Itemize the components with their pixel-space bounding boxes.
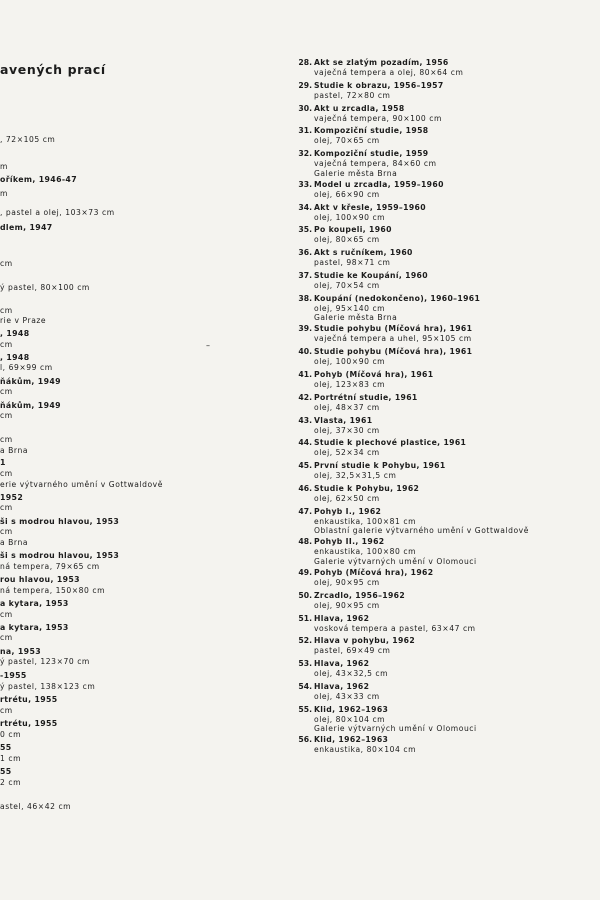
left-fragment: m xyxy=(0,162,8,171)
left-fragment: cm xyxy=(0,610,13,619)
left-fragment: a kytara, 1953 xyxy=(0,623,69,632)
entry-medium-size: olej, 123×83 cm xyxy=(314,379,386,389)
entry-title: Koupání (nedokončeno), 1960–1961 xyxy=(314,293,481,303)
left-fragment: cm xyxy=(0,706,13,715)
entry-medium-size: olej, 100×90 cm xyxy=(314,212,386,222)
entry-number: 41. xyxy=(298,369,312,379)
left-fragment: ná tempera, 79×65 cm xyxy=(0,562,100,571)
entry-number: 36. xyxy=(298,248,312,258)
catalog-entry xyxy=(288,438,600,461)
entry-title: Hlava v pohybu, 1962 xyxy=(314,636,416,646)
works-list xyxy=(288,58,600,758)
left-fragment: ý pastel, 80×100 cm xyxy=(0,283,90,292)
entry-medium-size: enkaustika, 100×80 cm xyxy=(314,547,417,557)
entry-medium-size: olej, 80×65 cm xyxy=(314,235,380,245)
entry-number: 43. xyxy=(298,415,312,425)
left-fragment: ý pastel, 123×70 cm xyxy=(0,657,90,666)
entry-medium-size: olej, 70×65 cm xyxy=(314,136,380,146)
entry-title: Klid, 1962–1963 xyxy=(314,704,389,714)
entry-medium-size: olej, 90×95 cm xyxy=(314,600,380,610)
left-fragment: 55 xyxy=(0,743,12,752)
entry-title: Kompoziční studie, 1959 xyxy=(314,149,429,159)
entry-medium-size: olej, 62×50 cm xyxy=(314,493,380,503)
entry-title: Hlava, 1962 xyxy=(314,613,370,623)
catalog-entry xyxy=(288,271,600,294)
entry-medium-size: olej, 90×95 cm xyxy=(314,577,380,587)
catalog-entry xyxy=(288,324,600,347)
entry-medium-size: olej, 43×32,5 cm xyxy=(314,669,389,679)
left-fragment: 55 xyxy=(0,767,12,776)
catalog-entry xyxy=(288,347,600,370)
left-fragment: 1 xyxy=(0,458,6,467)
catalog-entry xyxy=(288,149,600,180)
entry-number: 42. xyxy=(298,392,312,402)
entry-number: 35. xyxy=(298,225,312,235)
entry-number: 49. xyxy=(298,567,312,577)
left-fragment: rou hlavou, 1953 xyxy=(0,575,80,584)
catalog-entry xyxy=(288,735,600,758)
entry-medium-size: olej, 100×90 cm xyxy=(314,357,386,367)
entry-number: 52. xyxy=(298,636,312,646)
left-fragment: cm xyxy=(0,306,13,315)
left-fragment: cm xyxy=(0,259,13,268)
entry-number: 40. xyxy=(298,347,312,357)
entry-title: První studie k Pohybu, 1961 xyxy=(314,461,446,471)
entry-title: Portrétní studie, 1961 xyxy=(314,392,418,402)
entry-collection: Galerie výtvarných umění v Olomouci xyxy=(314,556,477,566)
entry-medium-size: vaječná tempera, 90×100 cm xyxy=(314,113,442,123)
entry-medium-size: olej, 52×34 cm xyxy=(314,448,380,458)
catalog-entry xyxy=(288,507,600,538)
left-fragment: rie v Praze xyxy=(0,316,47,325)
entry-title: Model u zrcadla, 1959–1960 xyxy=(314,179,444,189)
catalog-entry xyxy=(288,705,600,736)
entry-medium-size: pastel, 98×71 cm xyxy=(314,258,391,268)
entry-number: 50. xyxy=(298,590,312,600)
left-fragment: na, 1953 xyxy=(0,647,41,656)
left-fragment: a kytara, 1953 xyxy=(0,599,69,608)
entry-medium-size: olej, 80×104 cm xyxy=(314,714,386,724)
entry-number: 39. xyxy=(298,324,312,334)
entry-medium-size: enkaustika, 80×104 cm xyxy=(314,745,417,755)
catalog-entry xyxy=(288,126,600,149)
left-fragment: l, 69×99 cm xyxy=(0,363,53,372)
entry-number: 44. xyxy=(298,438,312,448)
catalog-entry xyxy=(288,537,600,568)
entry-medium-size: enkaustika, 100×81 cm xyxy=(314,516,417,526)
entry-medium-size: vaječná tempera a olej, 80×64 cm xyxy=(314,68,464,77)
catalog-entry xyxy=(288,568,600,591)
entry-collection: Galerie výtvarných umění v Olomouci xyxy=(314,724,477,734)
entry-number: 31. xyxy=(298,126,312,136)
catalog-entry xyxy=(288,614,600,637)
entry-medium-size: olej, 95×140 cm xyxy=(314,303,386,313)
entry-title: Akt u zrcadla, 1958 xyxy=(314,103,405,113)
list-heading: avených prací xyxy=(0,62,106,77)
entry-number: 30. xyxy=(298,103,312,113)
left-fragment: erie výtvarného umění v Gottwaldově xyxy=(0,480,163,489)
entry-title: Studie pohybu (Míčová hra), 1961 xyxy=(314,324,473,334)
entry-title: Akt se zlatým pozadím, 1956 xyxy=(314,58,449,67)
left-fragment: , 72×105 cm xyxy=(0,135,56,144)
entry-medium-size: vaječná tempera, 84×60 cm xyxy=(314,159,437,169)
left-fragment: ši s modrou hlavou, 1953 xyxy=(0,517,120,526)
left-fragment: , 1948 xyxy=(0,329,30,338)
entry-title: Akt s ručníkem, 1960 xyxy=(314,248,413,258)
left-fragment: cm xyxy=(0,503,13,512)
left-fragment: 2 cm xyxy=(0,778,22,787)
entry-title: Studie k obrazu, 1956–1957 xyxy=(314,80,444,90)
entry-medium-size: olej, 32,5×31,5 cm xyxy=(314,471,397,481)
left-fragment: ňákům, 1949 xyxy=(0,377,61,386)
entry-number: 33. xyxy=(298,179,312,189)
entry-medium-size: olej, 48×37 cm xyxy=(314,402,380,412)
entry-number: 56. xyxy=(298,735,312,745)
entry-title: Studie ke Koupání, 1960 xyxy=(314,270,428,280)
entry-medium-size: olej, 37×30 cm xyxy=(314,425,380,435)
catalog-entry xyxy=(288,248,600,271)
entry-number: 53. xyxy=(298,659,312,669)
left-fragment: rtrétu, 1955 xyxy=(0,695,58,704)
entry-title: Pohyb (Míčová hra), 1962 xyxy=(314,567,434,577)
left-fragment: 1 cm xyxy=(0,754,22,763)
entry-medium-size: pastel, 72×80 cm xyxy=(314,90,391,100)
entry-number: 48. xyxy=(298,537,312,547)
catalog-entry xyxy=(288,461,600,484)
entry-medium-size: pastel, 69×49 cm xyxy=(314,646,391,656)
catalog-entry xyxy=(288,58,600,81)
entry-title: Po koupeli, 1960 xyxy=(314,225,392,235)
left-fragment: cm xyxy=(0,411,13,420)
entry-number: 29. xyxy=(298,80,312,90)
entry-number: 45. xyxy=(298,461,312,471)
catalog-entry xyxy=(288,484,600,507)
entry-title: Pohyb (Míčová hra), 1961 xyxy=(314,369,434,379)
entry-medium-size: olej, 66×90 cm xyxy=(314,189,380,199)
left-fragment: m xyxy=(0,189,8,198)
left-column-cropped xyxy=(0,0,285,900)
catalog-entry xyxy=(288,682,600,705)
entry-medium-size: vaječná tempera a uhel, 95×105 cm xyxy=(314,334,472,344)
left-fragment: cm xyxy=(0,633,13,642)
entry-title: Klid, 1962–1963 xyxy=(314,735,389,745)
catalog-entry xyxy=(288,294,600,325)
left-fragment: a Brna xyxy=(0,538,29,547)
entry-number: 51. xyxy=(298,613,312,623)
catalog-entry xyxy=(288,81,600,104)
entry-number: 37. xyxy=(298,270,312,280)
entry-title: Vlasta, 1961 xyxy=(314,415,373,425)
entry-number: 55. xyxy=(298,704,312,714)
entry-number: 32. xyxy=(298,149,312,159)
entry-title: Studie k plechové plastice, 1961 xyxy=(314,438,467,448)
catalog-entry xyxy=(288,393,600,416)
left-fragment: cm xyxy=(0,387,13,396)
left-fragment: ňákům, 1949 xyxy=(0,401,61,410)
entry-number: 54. xyxy=(298,681,312,691)
entry-number: 38. xyxy=(298,293,312,303)
entry-title: Zrcadlo, 1956–1962 xyxy=(314,590,406,600)
dash-mark: – xyxy=(206,341,210,350)
catalog-entry xyxy=(288,591,600,614)
entry-number: 47. xyxy=(298,506,312,516)
left-fragment: dlem, 1947 xyxy=(0,223,53,232)
entry-medium-size: vosková tempera a pastel, 63×47 cm xyxy=(314,623,476,633)
entry-title: Kompoziční studie, 1958 xyxy=(314,126,429,136)
catalog-entry xyxy=(288,180,600,203)
left-fragment: ý pastel, 138×123 cm xyxy=(0,682,96,691)
catalog-entry xyxy=(288,203,600,226)
left-fragment: -1955 xyxy=(0,671,27,680)
left-fragment: cm xyxy=(0,469,13,478)
left-fragment: oříkem, 1946-47 xyxy=(0,175,77,184)
left-fragment: rtrétu, 1955 xyxy=(0,719,58,728)
left-fragment: ná tempera, 150×80 cm xyxy=(0,586,106,595)
left-fragment: ši s modrou hlavou, 1953 xyxy=(0,551,120,560)
entry-medium-size: olej, 70×54 cm xyxy=(314,280,380,290)
entry-number: 46. xyxy=(298,483,312,493)
entry-title: Pohyb I., 1962 xyxy=(314,506,382,516)
entry-collection: Galerie města Brna xyxy=(314,168,398,178)
left-fragment: , 1948 xyxy=(0,353,30,362)
left-fragment: cm xyxy=(0,435,13,444)
entry-title: Pohyb II., 1962 xyxy=(314,537,385,547)
catalog-entry xyxy=(288,659,600,682)
entry-collection: Oblastní galerie výtvarného umění v Gottwaldově xyxy=(314,526,529,536)
catalog-entry xyxy=(288,225,600,248)
entry-title: Akt v křesle, 1959–1960 xyxy=(314,202,426,212)
entry-number: 28. xyxy=(298,58,312,67)
entry-title: Studie pohybu (Míčová hra), 1961 xyxy=(314,347,473,357)
left-fragment: cm xyxy=(0,527,13,536)
catalog-entry xyxy=(288,416,600,439)
left-fragment: , pastel a olej, 103×73 cm xyxy=(0,208,115,217)
entry-title: Hlava, 1962 xyxy=(314,659,370,669)
left-fragment: a Brna xyxy=(0,446,29,455)
left-fragment: astel, 46×42 cm xyxy=(0,802,72,811)
entry-medium-size: olej, 43×33 cm xyxy=(314,691,380,701)
catalog-entry xyxy=(288,636,600,659)
entry-number: 34. xyxy=(298,202,312,212)
left-fragment: 1952 xyxy=(0,493,24,502)
catalog-entry xyxy=(288,370,600,393)
left-fragment: 0 cm xyxy=(0,730,22,739)
left-fragment: cm xyxy=(0,340,13,349)
catalog-entry xyxy=(288,104,600,127)
entry-title: Hlava, 1962 xyxy=(314,681,370,691)
entry-collection: Galerie města Brna xyxy=(314,313,398,323)
entry-title: Studie k Pohybu, 1962 xyxy=(314,483,420,493)
